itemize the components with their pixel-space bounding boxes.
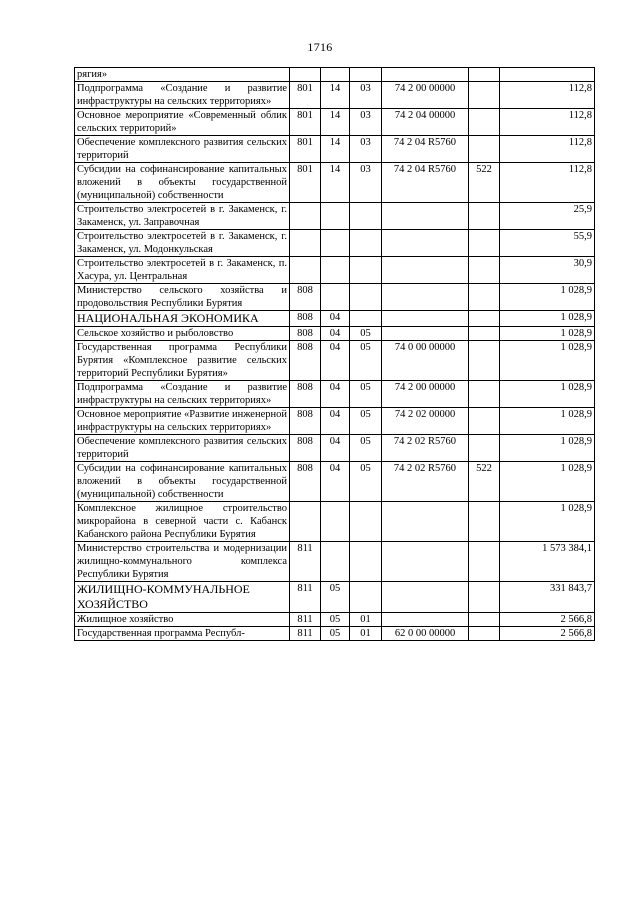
amount-cell: 1 028,9 xyxy=(500,327,595,341)
admin-code-cell: 808 xyxy=(290,327,321,341)
row-name-cell: Субсидии на софинансирование капитальных вложений в объекты государственной (муниципальной) собственности xyxy=(75,163,290,203)
subsection-code-cell: 05 xyxy=(350,462,382,502)
target-article-cell: 74 2 04 R5760 xyxy=(382,136,469,163)
amount-cell: 30,9 xyxy=(500,257,595,284)
section-code-cell: 04 xyxy=(321,341,350,381)
table-row xyxy=(75,327,595,341)
expense-type-cell xyxy=(469,582,500,613)
admin-code-cell: 801 xyxy=(290,163,321,203)
table-row xyxy=(75,502,595,542)
admin-code-cell xyxy=(290,68,321,82)
table-row xyxy=(75,582,595,613)
target-article-cell: 74 2 04 00000 xyxy=(382,109,469,136)
subsection-code-cell xyxy=(350,542,382,582)
row-name-cell: Основное мероприятие «Развитие инженерной инфраструктуры на сельских территориях» xyxy=(75,408,290,435)
expense-type-cell xyxy=(469,408,500,435)
expense-type-cell xyxy=(469,82,500,109)
amount-cell: 1 028,9 xyxy=(500,502,595,542)
row-name-cell: НАЦИОНАЛЬНАЯ ЭКОНОМИКА xyxy=(75,311,290,327)
row-name-cell: Министерство строительства и модернизации жилищно-коммунального комплекса Республики Бурятия xyxy=(75,542,290,582)
expense-type-cell xyxy=(469,109,500,136)
amount-cell: 1 028,9 xyxy=(500,435,595,462)
admin-code-cell: 801 xyxy=(290,109,321,136)
row-name-cell: Жилищное хозяйство xyxy=(75,613,290,627)
section-code-cell xyxy=(321,203,350,230)
section-code-cell: 14 xyxy=(321,109,350,136)
expense-type-cell xyxy=(469,284,500,311)
row-name-cell: Сельское хозяйство и рыболовство xyxy=(75,327,290,341)
admin-code-cell: 808 xyxy=(290,408,321,435)
admin-code-cell: 808 xyxy=(290,462,321,502)
expense-type-cell xyxy=(469,613,500,627)
section-code-cell: 05 xyxy=(321,613,350,627)
subsection-code-cell xyxy=(350,230,382,257)
page-number: 1716 xyxy=(307,40,333,54)
target-article-cell xyxy=(382,327,469,341)
expense-type-cell: 522 xyxy=(469,163,500,203)
expense-type-cell xyxy=(469,203,500,230)
budget-table xyxy=(74,67,595,641)
subsection-code-cell: 05 xyxy=(350,435,382,462)
target-article-cell xyxy=(382,613,469,627)
amount-cell: 1 028,9 xyxy=(500,311,595,327)
amount-cell: 2 566,8 xyxy=(500,627,595,641)
table-row xyxy=(75,627,595,641)
section-code-cell: 04 xyxy=(321,408,350,435)
subsection-code-cell: 03 xyxy=(350,109,382,136)
target-article-cell xyxy=(382,203,469,230)
target-article-cell: 74 2 02 R5760 xyxy=(382,435,469,462)
expense-type-cell: 522 xyxy=(469,462,500,502)
subsection-code-cell xyxy=(350,203,382,230)
target-article-cell: 74 2 00 00000 xyxy=(382,381,469,408)
row-name-cell: Строительство электросетей в г. Закаменск, г. Закаменск, ул. Заправочная xyxy=(75,203,290,230)
subsection-code-cell: 05 xyxy=(350,327,382,341)
amount-cell: 1 028,9 xyxy=(500,284,595,311)
amount-cell: 112,8 xyxy=(500,136,595,163)
section-code-cell xyxy=(321,230,350,257)
table-row xyxy=(75,435,595,462)
amount-cell: 1 028,9 xyxy=(500,341,595,381)
target-article-cell xyxy=(382,257,469,284)
table-row xyxy=(75,311,595,327)
table-row xyxy=(75,68,595,82)
subsection-code-cell: 05 xyxy=(350,341,382,381)
admin-code-cell: 808 xyxy=(290,341,321,381)
expense-type-cell xyxy=(469,327,500,341)
row-name-cell: Обеспечение комплексного развития сельских территорий xyxy=(75,435,290,462)
table-row xyxy=(75,163,595,203)
section-code-cell: 05 xyxy=(321,582,350,613)
target-article-cell: 74 2 02 00000 xyxy=(382,408,469,435)
admin-code-cell: 801 xyxy=(290,82,321,109)
row-name-cell: Государственная программа Республ- xyxy=(75,627,290,641)
row-name-cell: Обеспечение комплексного развития сельских территорий xyxy=(75,136,290,163)
expense-type-cell xyxy=(469,381,500,408)
subsection-code-cell: 05 xyxy=(350,381,382,408)
amount-cell: 331 843,7 xyxy=(500,582,595,613)
amount-cell: 112,8 xyxy=(500,163,595,203)
target-article-cell: 74 2 00 00000 xyxy=(382,82,469,109)
target-article-cell: 74 0 00 00000 xyxy=(382,341,469,381)
row-name-cell: ЖИЛИЩНО-КОММУНАЛЬНОЕ ХОЗЯЙСТВО xyxy=(75,582,290,613)
table-row xyxy=(75,284,595,311)
section-code-cell xyxy=(321,68,350,82)
table-row xyxy=(75,542,595,582)
admin-code-cell: 811 xyxy=(290,542,321,582)
target-article-cell xyxy=(382,311,469,327)
admin-code-cell xyxy=(290,502,321,542)
target-article-cell xyxy=(382,68,469,82)
budget-table-body xyxy=(75,68,595,641)
target-article-cell: 74 2 04 R5760 xyxy=(382,163,469,203)
expense-type-cell xyxy=(469,230,500,257)
target-article-cell: 62 0 00 00000 xyxy=(382,627,469,641)
row-name-cell: Подпрограмма «Создание и развитие инфраструктуры на сельских территориях» xyxy=(75,381,290,408)
expense-type-cell xyxy=(469,435,500,462)
subsection-code-cell: 01 xyxy=(350,627,382,641)
section-code-cell: 04 xyxy=(321,462,350,502)
admin-code-cell xyxy=(290,203,321,230)
section-code-cell: 04 xyxy=(321,327,350,341)
expense-type-cell xyxy=(469,136,500,163)
expense-type-cell xyxy=(469,502,500,542)
section-code-cell: 05 xyxy=(321,627,350,641)
subsection-code-cell xyxy=(350,582,382,613)
admin-code-cell xyxy=(290,230,321,257)
target-article-cell: 74 2 02 R5760 xyxy=(382,462,469,502)
amount-cell: 1 028,9 xyxy=(500,408,595,435)
amount-cell: 112,8 xyxy=(500,82,595,109)
subsection-code-cell: 05 xyxy=(350,408,382,435)
amount-cell: 1 573 384,1 xyxy=(500,542,595,582)
subsection-code-cell xyxy=(350,257,382,284)
section-code-cell: 04 xyxy=(321,435,350,462)
row-name-cell: Подпрограмма «Создание и развитие инфраструктуры на сельских территориях» xyxy=(75,82,290,109)
amount-cell: 55,9 xyxy=(500,230,595,257)
admin-code-cell: 811 xyxy=(290,582,321,613)
table-row xyxy=(75,203,595,230)
table-row xyxy=(75,257,595,284)
expense-type-cell xyxy=(469,311,500,327)
admin-code-cell: 808 xyxy=(290,435,321,462)
table-row xyxy=(75,408,595,435)
target-article-cell xyxy=(382,230,469,257)
expense-type-cell xyxy=(469,341,500,381)
admin-code-cell: 811 xyxy=(290,627,321,641)
target-article-cell xyxy=(382,582,469,613)
expense-type-cell xyxy=(469,257,500,284)
subsection-code-cell: 01 xyxy=(350,613,382,627)
admin-code-cell: 801 xyxy=(290,136,321,163)
section-code-cell xyxy=(321,284,350,311)
row-name-cell: Министерство сельского хозяйства и продовольствия Республики Бурятия xyxy=(75,284,290,311)
admin-code-cell: 808 xyxy=(290,381,321,408)
table-row xyxy=(75,230,595,257)
admin-code-cell: 808 xyxy=(290,284,321,311)
table-row xyxy=(75,381,595,408)
table-row xyxy=(75,82,595,109)
section-code-cell: 14 xyxy=(321,136,350,163)
subsection-code-cell xyxy=(350,502,382,542)
amount-cell: 1 028,9 xyxy=(500,462,595,502)
row-name-cell: Комплексное жилищное строительство микрорайона в северной части с. Кабанск Кабанского района Республики Бурятия xyxy=(75,502,290,542)
section-code-cell xyxy=(321,542,350,582)
target-article-cell xyxy=(382,502,469,542)
expense-type-cell xyxy=(469,627,500,641)
row-name-cell: Строительство электросетей в г. Закаменск, п. Хасура, ул. Центральная xyxy=(75,257,290,284)
target-article-cell xyxy=(382,284,469,311)
row-name-cell: Субсидии на софинансирование капитальных вложений в объекты государственной (муниципальной) собственности xyxy=(75,462,290,502)
section-code-cell: 04 xyxy=(321,311,350,327)
subsection-code-cell xyxy=(350,311,382,327)
target-article-cell xyxy=(382,542,469,582)
row-name-cell: Основное мероприятие «Современный облик сельских территорий» xyxy=(75,109,290,136)
subsection-code-cell xyxy=(350,284,382,311)
admin-code-cell xyxy=(290,257,321,284)
subsection-code-cell: 03 xyxy=(350,163,382,203)
expense-type-cell xyxy=(469,68,500,82)
section-code-cell xyxy=(321,257,350,284)
table-row xyxy=(75,109,595,136)
amount-cell: 25,9 xyxy=(500,203,595,230)
table-row xyxy=(75,136,595,163)
amount-cell: 2 566,8 xyxy=(500,613,595,627)
subsection-code-cell xyxy=(350,68,382,82)
table-row xyxy=(75,613,595,627)
amount-cell xyxy=(500,68,595,82)
row-name-cell: Государственная программа Республики Бурятия «Комплексное развитие сельских территорий Республики Бурятия» xyxy=(75,341,290,381)
row-name-cell: рягия» xyxy=(75,68,290,82)
amount-cell: 112,8 xyxy=(500,109,595,136)
subsection-code-cell: 03 xyxy=(350,82,382,109)
admin-code-cell: 811 xyxy=(290,613,321,627)
subsection-code-cell: 03 xyxy=(350,136,382,163)
table-row xyxy=(75,341,595,381)
section-code-cell: 14 xyxy=(321,82,350,109)
row-name-cell: Строительство электросетей в г. Закаменск, г. Закаменск, ул. Модонкульская xyxy=(75,230,290,257)
admin-code-cell: 808 xyxy=(290,311,321,327)
section-code-cell: 14 xyxy=(321,163,350,203)
section-code-cell: 04 xyxy=(321,381,350,408)
amount-cell: 1 028,9 xyxy=(500,381,595,408)
expense-type-cell xyxy=(469,542,500,582)
section-code-cell xyxy=(321,502,350,542)
table-row xyxy=(75,462,595,502)
